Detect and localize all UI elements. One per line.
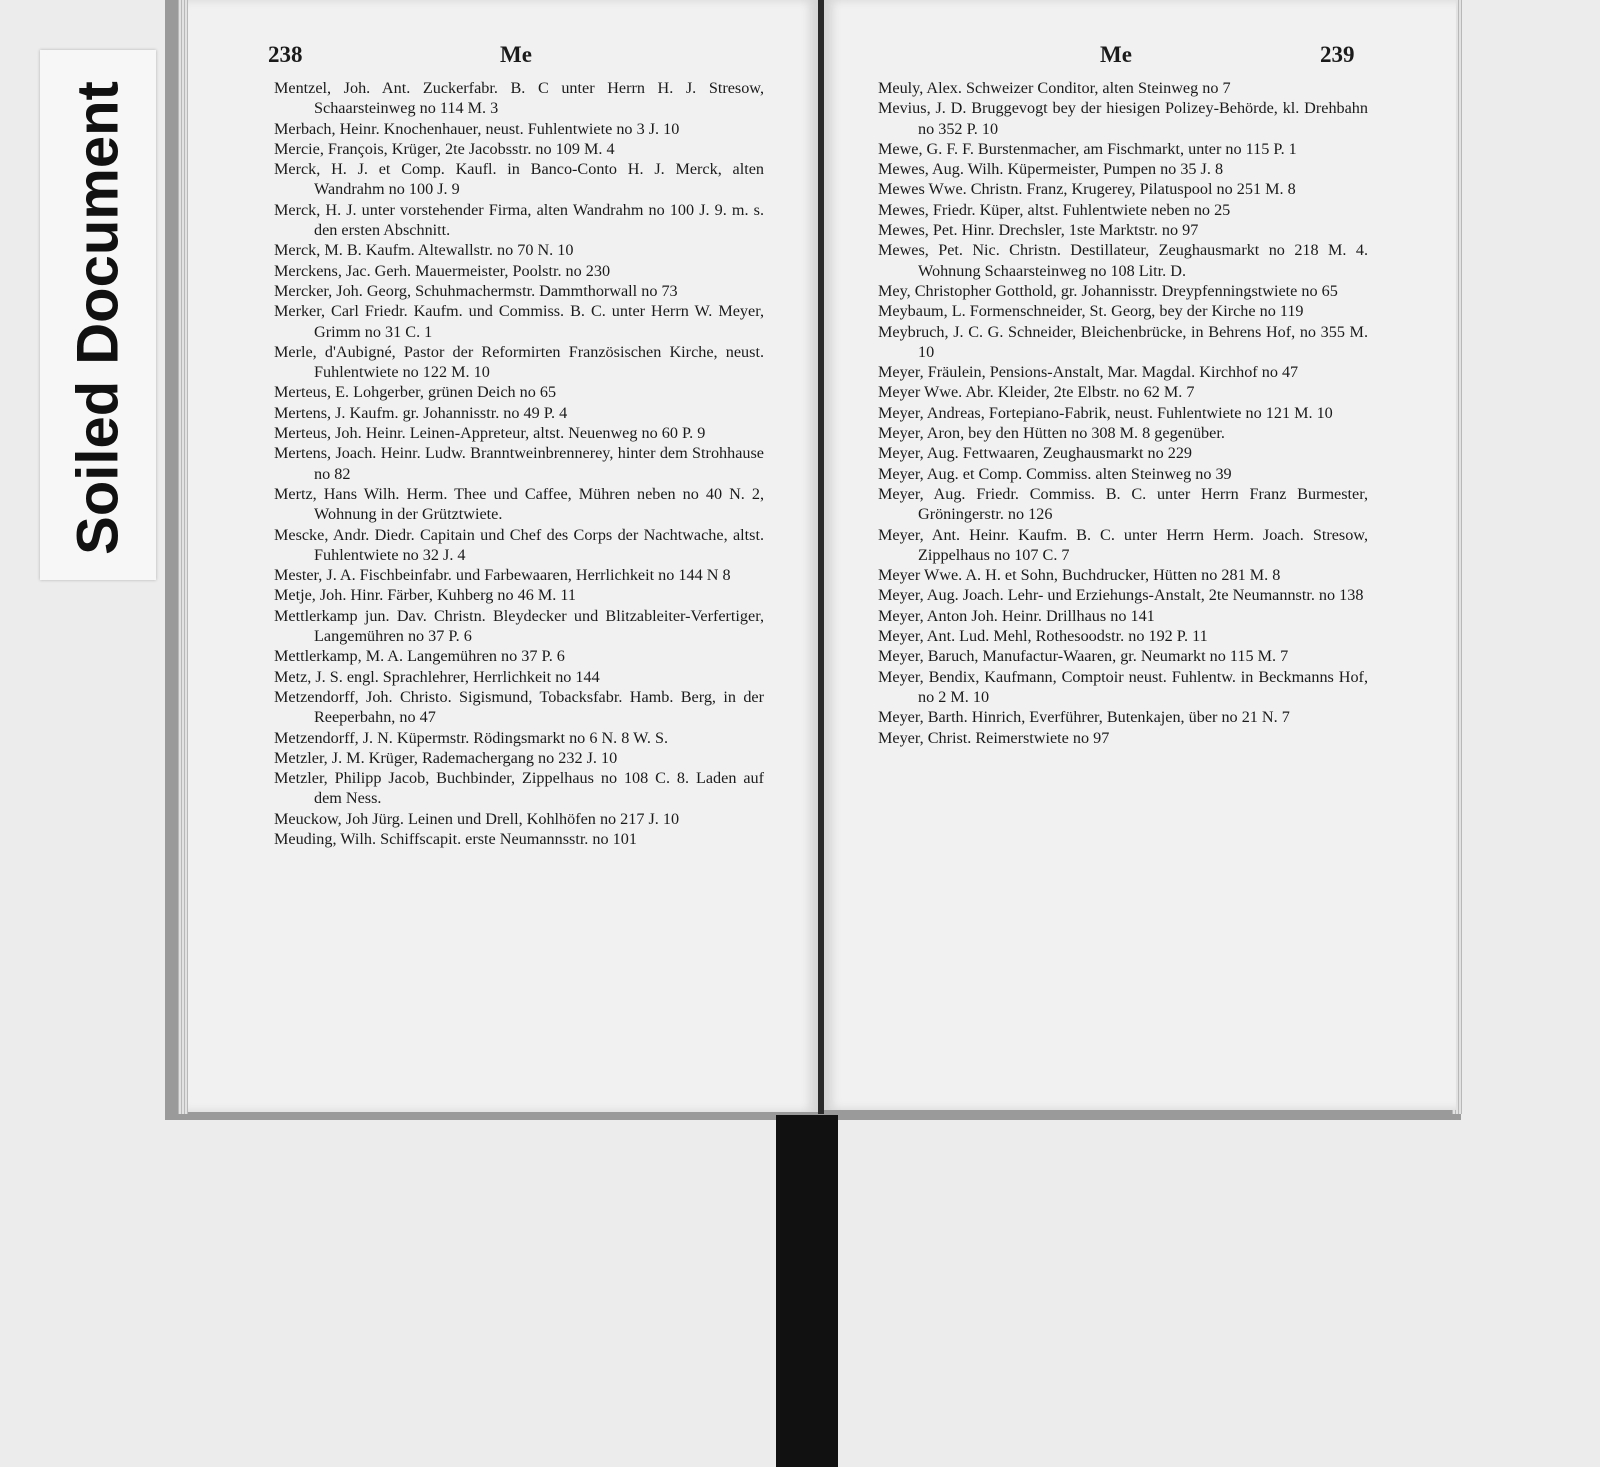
directory-entry: Mertz, Hans Wilh. Herm. Thee und Caffee, Mühren neben no 40 N. 2, Wohnung in der Grütztwiete. xyxy=(274,484,764,524)
directory-entry: Metzendorff, Joh. Christo. Sigismund, Tobacksfabr. Hamb. Berg, in der Reeperbahn, no 47 xyxy=(274,687,764,727)
directory-entry: Meyer, Ant. Lud. Mehl, Rothesoodstr. no 192 P. 11 xyxy=(878,627,1208,646)
right-page-number: 239 xyxy=(1320,42,1355,67)
stamp-label: Soiled Document xyxy=(65,81,131,555)
directory-entry: Merteus, E. Lohgerber, grünen Deich no 65 xyxy=(274,383,557,402)
right-page-entries xyxy=(878,78,1368,748)
directory-entry: Merck, H. J. unter vorstehender Firma, alten Wandrahm no 100 J. 9. m. s. den ersten Abschnitt. xyxy=(274,200,764,240)
soiled-document-stamp xyxy=(40,50,156,580)
directory-entry: Mercie, François, Krüger, 2te Jacobsstr. no 109 M. 4 xyxy=(274,139,615,158)
directory-entry: Meyer, Aug. Fettwaaren, Zeughausmarkt no 229 xyxy=(878,444,1193,463)
directory-entry: Meybaum, L. Formenschneider, St. Georg, bey der Kirche no 119 xyxy=(878,302,1304,321)
directory-entry: Meyer, Aug. Friedr. Commiss. B. C. unter Herrn Franz Burmester, Gröningerstr. no 126 xyxy=(878,484,1368,524)
directory-entry: Mettlerkamp jun. Dav. Christn. Bleydecker und Blitzableiter-Verfertiger, Langemühren no 37 P. 6 xyxy=(274,606,764,646)
directory-entry: Meuding, Wilh. Schiffscapit. erste Neumannsstr. no 101 xyxy=(274,829,637,848)
directory-entry: Meuly, Alex. Schweizer Conditor, alten Steinweg no 7 xyxy=(878,79,1231,97)
directory-entry: Mettlerkamp, M. A. Langemühren no 37 P. 6 xyxy=(274,647,565,666)
directory-entry: Mewes, Aug. Wilh. Küpermeister, Pumpen no 35 J. 8 xyxy=(878,160,1224,179)
directory-entry: Meyer, Baruch, Manufactur-Waaren, gr. Neumarkt no 115 M. 7 xyxy=(878,647,1289,666)
directory-entry: Mertens, Joach. Heinr. Ludw. Branntweinbrennerey, hinter dem Strohhause no 82 xyxy=(274,444,764,483)
directory-entry: Mewes, Friedr. Küper, altst. Fuhlentwiete neben no 25 xyxy=(878,200,1231,219)
directory-entry: Metje, Joh. Hinr. Färber, Kuhberg no 46 M. 11 xyxy=(274,586,576,605)
directory-entry: Mewes, Pet. Hinr. Drechsler, 1ste Marktstr. no 97 xyxy=(878,221,1199,240)
directory-entry: Meybruch, J. C. G. Schneider, Bleichenbrücke, in Behrens Hof, no 355 M. 10 xyxy=(878,322,1368,361)
directory-entry: Mescke, Andr. Diedr. Capitain und Chef des Corps der Nachtwache, altst. Fuhlentwiete no 32 J. 4 xyxy=(274,525,764,564)
left-page-entries xyxy=(274,78,764,849)
directory-entry: Meyer, Aug. et Comp. Commiss. alten Steinweg no 39 xyxy=(878,464,1232,483)
directory-entry: Merck, H. J. et Comp. Kaufl. in Banco-Conto H. J. Merck, alten Wandrahm no 100 J. 9 xyxy=(274,160,764,199)
directory-entry: Merteus, Joh. Heinr. Leinen-Appreteur, altst. Neuenweg no 60 P. 9 xyxy=(274,424,706,443)
left-page-number: 238 xyxy=(268,42,303,67)
directory-entry: Metz, J. S. engl. Sprachlehrer, Herrlichkeit no 144 xyxy=(274,667,600,686)
directory-entry: Merker, Carl Friedr. Kaufm. und Commiss. B. C. unter Herrn W. Meyer, Grimm no 31 C. 1 xyxy=(274,302,764,341)
directory-entry: Mewe, G. F. F. Burstenmacher, am Fischmarkt, unter no 115 P. 1 xyxy=(878,139,1297,158)
directory-entry: Meyer, Christ. Reimerstwiete no 97 xyxy=(878,728,1110,747)
directory-entry: Meyer, Aron, bey den Hütten no 308 M. 8 gegenüber. xyxy=(878,424,1225,443)
directory-entry: Mertens, J. Kaufm. gr. Johannisstr. no 49 P. 4 xyxy=(274,403,568,422)
directory-entry: Meuckow, Joh Jürg. Leinen und Drell, Kohlhöfen no 217 J. 10 xyxy=(274,809,680,828)
directory-entry: Mester, J. A. Fischbeinfabr. und Farbewaaren, Herrlichkeit no 144 N 8 xyxy=(274,566,731,585)
directory-entry: Merbach, Heinr. Knochenhauer, neust. Fuhlentwiete no 3 J. 10 xyxy=(274,119,680,138)
directory-entry: Meyer, Aug. Joach. Lehr- und Erziehungs-Anstalt, 2te Neumannstr. no 138 xyxy=(878,586,1364,605)
directory-entry: Meyer, Bendix, Kaufmann, Comptoir neust. Fuhlentw. in Beckmanns Hof, no 2 M. 10 xyxy=(878,667,1368,706)
directory-entry: Meyer Wwe. A. H. et Sohn, Buchdrucker, Hütten no 281 M. 8 xyxy=(878,566,1281,585)
directory-entry: Metzendorff, J. N. Küpermstr. Rödingsmarkt no 6 N. 8 W. S. xyxy=(274,728,669,747)
directory-entry: Metzler, J. M. Krüger, Rademachergang no 232 J. 10 xyxy=(274,748,618,767)
directory-entry: Meyer, Anton Joh. Heinr. Drillhaus no 141 xyxy=(878,606,1155,625)
directory-entry: Merck, M. B. Kaufm. Altewallstr. no 70 N. 10 xyxy=(274,241,574,260)
bookmark-ribbon xyxy=(776,1115,838,1467)
directory-entry: Metzler, Philipp Jacob, Buchbinder, Zippelhaus no 108 C. 8. Laden auf dem Ness. xyxy=(274,769,764,808)
right-running-head: Me xyxy=(1100,42,1132,67)
directory-entry: Meyer Wwe. Abr. Kleider, 2te Elbstr. no 62 M. 7 xyxy=(878,383,1195,402)
directory-entry: Mey, Christopher Gotthold, gr. Johannisstr. Dreypfenningstwiete no 65 xyxy=(878,281,1338,300)
directory-entry: Meyer, Ant. Heinr. Kaufm. B. C. unter Herrn Herm. Joach. Stresow, Zippelhaus no 107 C. 7 xyxy=(878,525,1368,564)
directory-entry: Merckens, Jac. Gerh. Mauermeister, Poolstr. no 230 xyxy=(274,261,611,280)
directory-entry: Meyer, Andreas, Fortepiano-Fabrik, neust. Fuhlentwiete no 121 M. 10 xyxy=(878,403,1333,422)
directory-entry: Mercker, Joh. Georg, Schuhmachermstr. Dammthorwall no 73 xyxy=(274,281,678,300)
directory-entry: Mentzel, Joh. Ant. Zuckerfabr. B. C unter Herrn H. J. Stresow, Schaarsteinweg no 114 M. 3 xyxy=(274,79,764,118)
book-gutter xyxy=(818,0,824,1114)
directory-entry: Merle, d'Aubigné, Pastor der Reformirten Französischen Kirche, neust. Fuhlentwiete no 122 M. 10 xyxy=(274,342,764,382)
page-edge-left xyxy=(178,0,188,1114)
left-running-head: Me xyxy=(500,42,532,67)
directory-entry: Mevius, J. D. Bruggevogt bey der hiesigen Polizey-Behörde, kl. Drehbahn no 352 P. 10 xyxy=(878,99,1368,138)
directory-entry: Meyer, Fräulein, Pensions-Anstalt, Mar. Magdal. Kirchhof no 47 xyxy=(878,363,1299,382)
directory-entry: Mewes Wwe. Christn. Franz, Krugerey, Pilatuspool no 251 M. 8 xyxy=(878,180,1296,199)
directory-entry: Mewes, Pet. Nic. Christn. Destillateur, Zeughausmarkt no 218 M. 4. Wohnung Schaarsteinweg no 108 Litr. D. xyxy=(878,241,1368,280)
directory-entry: Meyer, Barth. Hinrich, Everführer, Butenkajen, über no 21 N. 7 xyxy=(878,708,1290,727)
